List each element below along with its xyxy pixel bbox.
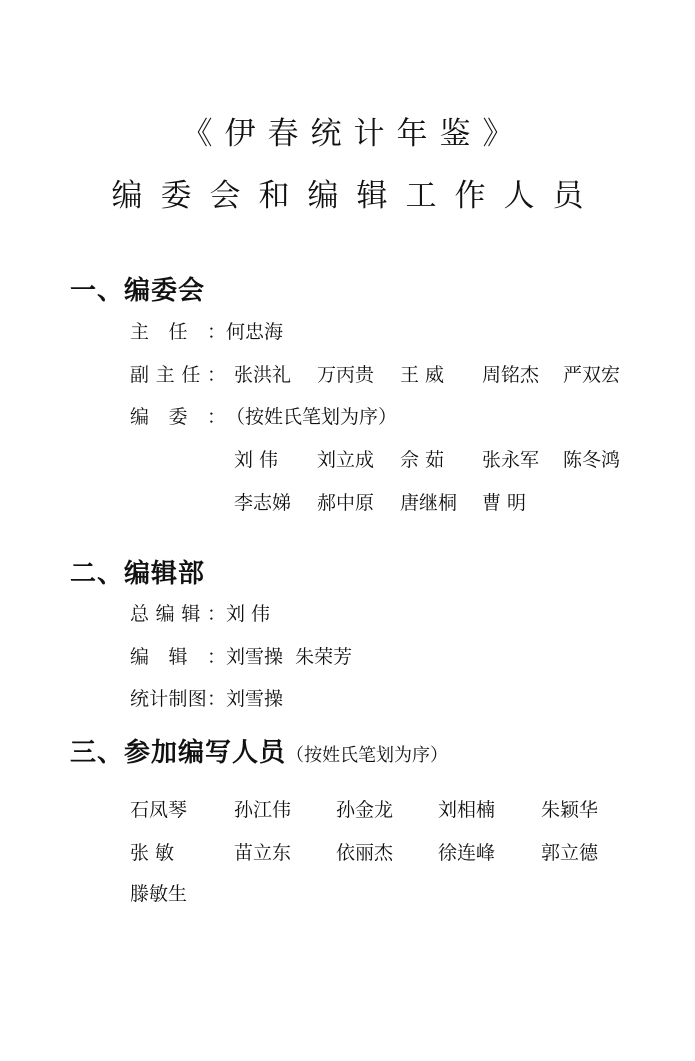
vice-chair-name: 周铭杰 — [482, 364, 540, 386]
contributor-name: 张 敏 — [130, 842, 175, 864]
row-label: 编委： — [130, 406, 226, 428]
contributor-name: 依丽杰 — [336, 842, 394, 864]
row-value: 刘雪操 — [226, 688, 284, 710]
row-label: 主任： — [130, 321, 226, 343]
contributor-name: 苗立东 — [234, 842, 292, 864]
row-label: 统计制图： — [130, 688, 226, 710]
book-title: 《伊春统计年鉴》 — [181, 116, 526, 152]
section-heading-contributors — [70, 732, 448, 769]
member-name: 李志娣 — [234, 492, 292, 514]
row-value: 何忠海 — [226, 321, 284, 343]
contributor-name: 孙金龙 — [336, 799, 394, 821]
member-name: 曹 明 — [482, 492, 527, 514]
row-label: 编辑： — [130, 646, 226, 668]
section-heading-editorial-board: 一、编委会 — [70, 276, 206, 306]
member-name: 刘 伟 — [234, 449, 279, 471]
board-row-vice-chair — [130, 360, 226, 387]
member-name: 佘 茹 — [400, 449, 445, 471]
contributor-name: 孙江伟 — [234, 799, 292, 821]
member-name: 刘立成 — [317, 449, 375, 471]
office-row-editor — [130, 642, 352, 669]
vice-chair-name: 张洪礼 — [234, 364, 292, 386]
section-heading-editorial-office: 二、编辑部 — [70, 559, 206, 589]
vice-chair-name: 万丙贵 — [317, 364, 375, 386]
row-value: 刘 伟 — [226, 603, 271, 625]
office-row-charting — [130, 684, 283, 711]
office-row-chief-editor — [130, 599, 270, 626]
contributor-name: 朱颖华 — [541, 799, 599, 821]
member-name: 郝中原 — [317, 492, 375, 514]
vice-chair-name: 严双宏 — [563, 364, 621, 386]
contributor-name: 徐连峰 — [438, 842, 496, 864]
section-note: （按姓氏笔划为序） — [286, 745, 449, 766]
vice-chair-name: 王 威 — [400, 364, 445, 386]
member-name: 唐继桐 — [400, 492, 458, 514]
contributor-name: 刘相楠 — [438, 799, 496, 821]
member-name: 张永军 — [482, 449, 540, 471]
page-subtitle: 编委会和编辑工作人员 — [111, 178, 602, 214]
section-title: 三、参加编写人员 — [70, 738, 287, 768]
row-label: 副主任： — [130, 364, 226, 386]
row-value: （按姓氏笔划为序） — [226, 406, 398, 428]
row-value: 刘雪操 朱荣芳 — [226, 646, 353, 668]
row-label: 总编辑： — [130, 603, 226, 625]
contributor-name: 滕敏生 — [130, 883, 188, 905]
board-row-chair — [130, 317, 283, 344]
member-name: 陈冬鸿 — [563, 449, 621, 471]
contributor-name: 郭立德 — [541, 842, 599, 864]
board-row-members — [130, 402, 397, 429]
contributor-name: 石凤琴 — [130, 799, 188, 821]
